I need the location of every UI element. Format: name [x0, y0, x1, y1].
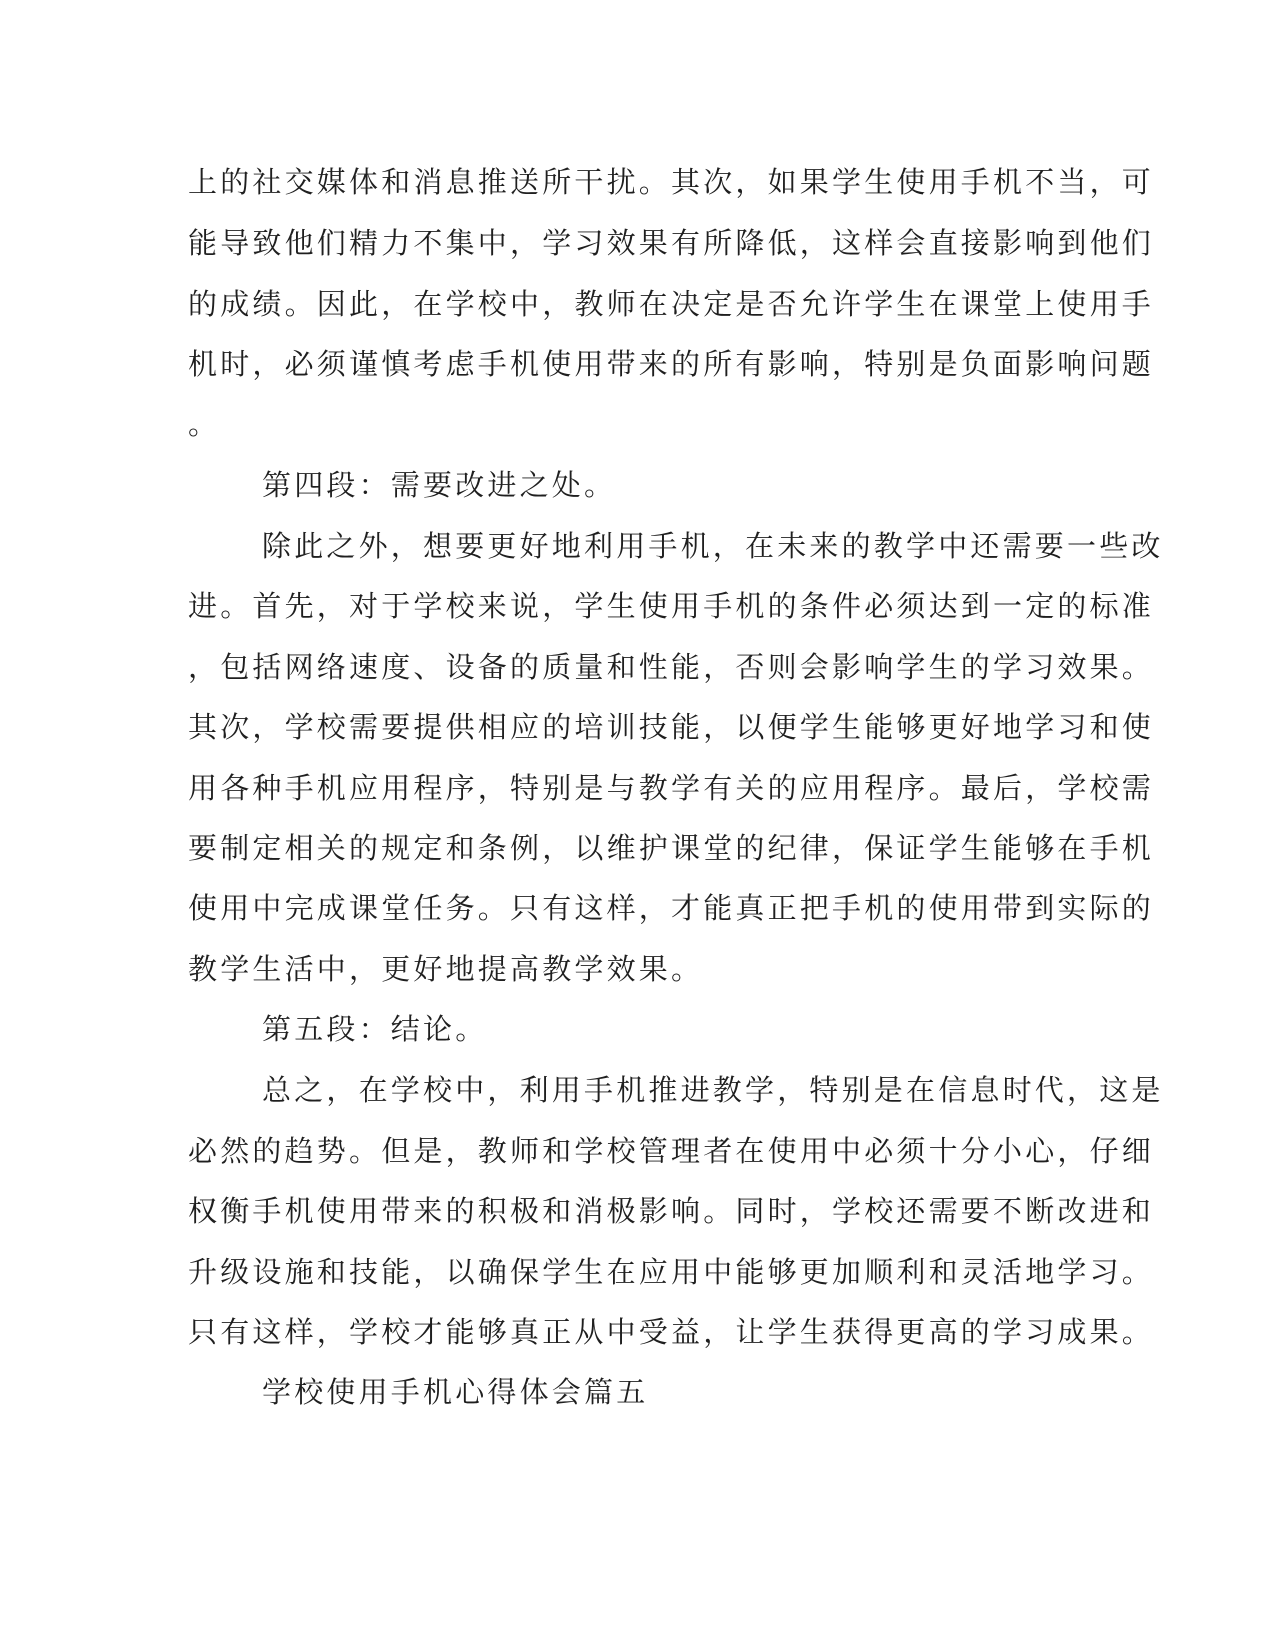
text-line: ，包括网络速度、设备的质量和性能，否则会影响学生的学习效果。: [188, 650, 1155, 684]
text-line: 进。首先，对于学校来说，学生使用手机的条件必须达到一定的标准: [188, 589, 1155, 623]
text-line: 。: [188, 407, 221, 441]
text-line: 除此之外，想要更好地利用手机，在未来的教学中还需要一些改: [262, 529, 1164, 563]
text-line: 权衡手机使用带来的积极和消极影响。同时，学校还需要不断改进和: [188, 1194, 1155, 1228]
text-line: 教学生活中，更好地提高教学效果。: [188, 952, 704, 986]
text-line: 上的社交媒体和消息推送所干扰。其次，如果学生使用手机不当，可: [188, 165, 1155, 199]
text-line: 升级设施和技能，以确保学生在应用中能够更加顺利和灵活地学习。: [188, 1255, 1155, 1289]
text-line: 其次，学校需要提供相应的培训技能，以便学生能够更好地学习和使: [188, 710, 1155, 744]
text-line: 必然的趋势。但是，教师和学校管理者在使用中必须十分小心，仔细: [188, 1134, 1155, 1168]
text-line: 能导致他们精力不集中，学习效果有所降低，这样会直接影响到他们: [188, 226, 1155, 260]
text-line: 总之，在学校中，利用手机推进教学，特别是在信息时代，这是: [262, 1073, 1164, 1107]
text-line: 机时，必须谨慎考虑手机使用带来的所有影响，特别是负面影响问题: [188, 347, 1155, 381]
section-heading: 第五段：结论。: [262, 1012, 488, 1046]
section-heading: 第四段：需要改进之处。: [262, 468, 617, 502]
text-line: 的成绩。因此，在学校中，教师在决定是否允许学生在课堂上使用手: [188, 287, 1155, 321]
section-title: 学校使用手机心得体会篇五: [262, 1375, 649, 1409]
text-line: 用各种手机应用程序，特别是与教学有关的应用程序。最后，学校需: [188, 771, 1155, 805]
text-line: 只有这样，学校才能够真正从中受益，让学生获得更高的学习成果。: [188, 1315, 1155, 1349]
text-line: 使用中完成课堂任务。只有这样，才能真正把手机的使用带到实际的: [188, 891, 1155, 925]
text-line: 要制定相关的规定和条例，以维护课堂的纪律，保证学生能够在手机: [188, 831, 1155, 865]
